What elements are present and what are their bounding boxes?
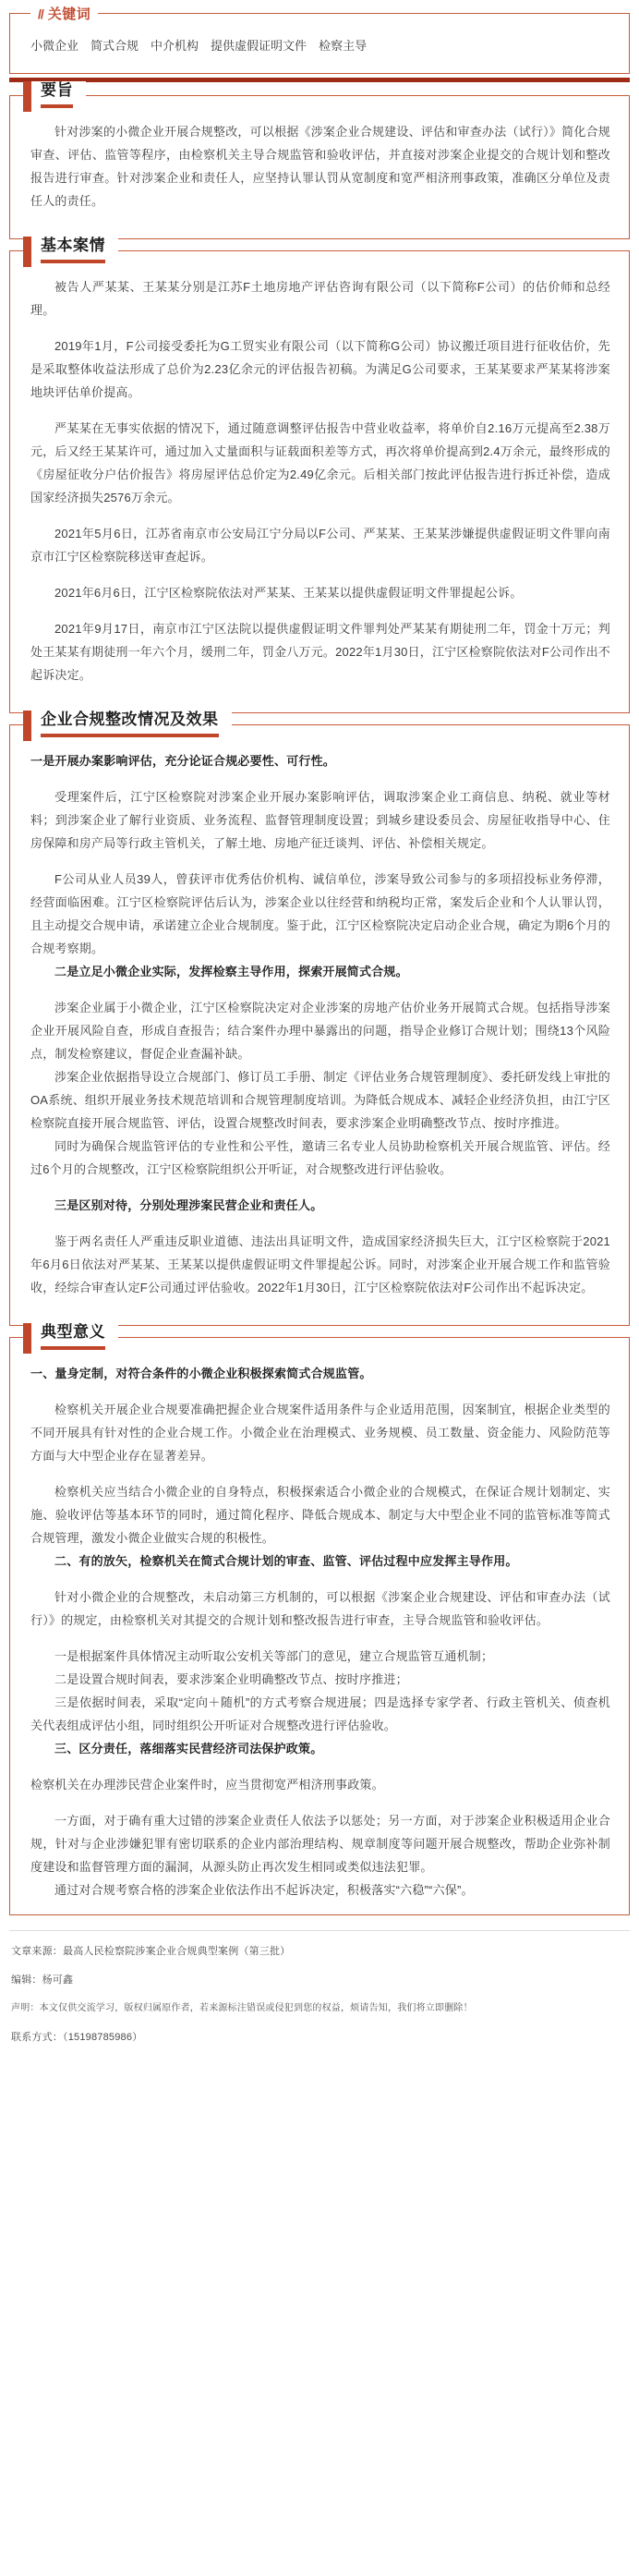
paragraph: 同时为确保合规监管评估的专业性和公平性，邀请三名专业人员协助检察机关开展合规监管、评估。经过6个月的合规整改，江宁区检察院组织公开听证，对合规整改进行评估验收。 <box>30 1139 610 1176</box>
paragraph: 针对小微企业的合规整改，未启动第三方机制的，可以根据《涉案企业合规建设、评估和审查办法（试行）》的规定，由检察机关对其提交的合规计划和整改报告进行审查，主导合规监管和验收评估。 <box>30 1590 610 1627</box>
keywords-card <box>9 6 630 74</box>
keyword-item[interactable]: 检察主导 <box>319 39 368 53</box>
sub-heading: 二是立足小微企业实际，发挥检察主导作用，探索开展简式合规。 <box>54 965 408 978</box>
keyword-item[interactable]: 中介机构 <box>151 39 199 53</box>
section-title-underline <box>41 104 73 108</box>
paragraph: 检察机关开展企业合规要准确把握企业合规案件适用条件与企业适用范围，因案制宜，根据企业类型的不同开展具有针对性的企业合规工作。小微企业在治理模式、业务规模、员工数量、资金能力、风险防范等方面与大中型企业存在显著差异。 <box>30 1403 610 1463</box>
slash-icon: // <box>38 6 43 21</box>
keyword-item[interactable]: 小微企业 <box>30 39 79 53</box>
content-section <box>9 237 630 713</box>
footer-source: 文章来源：最高人民检察院涉案企业合规典型案例（第三批） <box>11 1946 291 1957</box>
paragraph: 被告人严某某、王某某分别是江苏F土地房地产评估咨询有限公司（以下简称F公司）的估价师和总经理。 <box>30 280 610 317</box>
sub-heading: 一是开展办案影响评估，充分论证合规必要性、可行性。 <box>30 754 336 768</box>
paragraph: 2021年6月6日，江宁区检察院依法对严某某、王某某以提供虚假证明文件罪提起公诉。 <box>54 586 523 600</box>
section-title-wrap <box>41 237 111 263</box>
paragraph: 严某某在无事实依据的情况下，通过随意调整评估报告中营业收益率，将单价自2.16万元提高至2.38万元，后又经王某某许可，通过加入丈量面积与证载面积差等方式，再次将单价提高到2.4万余元，最终形成的《房屋征收分户估价报告》将房屋评估总价定为2.49亿余元。后相关部门按此评估报告进行拆迁补偿，造成国家经济损失2576万余元。 <box>30 421 610 504</box>
paragraph: F公司从业人员39人，曾获评市优秀估价机构、诚信单位，涉案导致公司参与的多项招投标业务停滞，经营面临困难。江宁区检察院评估后认为，涉案企业以往经营和纳税均正常，案发后企业和个人认罪认罚，且主动提交合规申请，承诺建立企业合规制度。鉴于此，江宁区检察院决定启动企业合规，确定为期6个月的合规考察期。 <box>30 872 610 955</box>
section-accent-bar <box>23 81 31 112</box>
content-section <box>9 711 630 1326</box>
paragraph: 2021年9月17日，南京市江宁区法院以提供虚假证明文件罪判处严某某有期徒刑二年，罚金十万元；判处王某某有期徒刑一年六个月，缓刑二年，罚金八万元。2022年1月30日，江宁区检察院依法对F公司作出不起诉决定。 <box>30 622 610 682</box>
section-title: 要旨 <box>41 81 73 99</box>
paragraph: 检察机关在办理涉民营企业案件时，应当贯彻宽严相济刑事政策。 <box>30 1778 384 1792</box>
paragraph: 三是依据时间表，采取“定向＋随机”的方式考察合规进展；四是选择专家学者、行政主管机关、侦查机关代表组成评估小组，同时组织公开听证对合规整改进行评估验收。 <box>30 1695 610 1732</box>
sections-container <box>0 81 639 1915</box>
keywords-bottom-rule <box>9 78 630 82</box>
paragraph: 涉案企业依据指导设立合规部门、修订员工手册、制定《评估业务合规管理制度》、委托研发线上审批的OA系统、组织开展业务技术规范培训和合规管理制度培训。为降低合规成本、减轻企业经济负担，由江宁区检察院直接开展合规监管、评估，设置合规整改时间表，要求涉案企业明确整改节点、按时序推进。 <box>30 1070 610 1130</box>
footer-disclaimer: 声明：本文仅供交流学习，版权归属原作者，若来源标注错误或侵犯到您的权益，烦请告知，我们将立即删除！ <box>11 2003 473 2013</box>
footer-editor: 编辑：杨可鑫 <box>11 1975 74 1986</box>
paragraph: 一是根据案件具体情况主动听取公安机关等部门的意见，建立合规监管互通机制； <box>54 1649 494 1663</box>
section-title-underline <box>41 734 219 737</box>
paragraph: 鉴于两名责任人严重违反职业道德、违法出具证明文件，造成国家经济损失巨大，江宁区检察院于2021年6月6日依法对严某某、王某某以提供虚假证明文件罪提起公诉。同时，对涉案企业开展合规工作和监管验收，经综合审查认定F公司通过评估验收。2022年1月30日，江宁区检察院依法对F公司作出不起诉决定。 <box>30 1234 610 1294</box>
paragraph: 通过对合规考察合格的涉案企业依法作出不起诉决定，积极落实“六稳”“六保”。 <box>54 1883 474 1897</box>
sub-heading: 二、有的放矢，检察机关在简式合规计划的审查、监管、评估过程中应发挥主导作用。 <box>54 1554 518 1568</box>
section-title: 典型意义 <box>41 1323 105 1341</box>
sub-heading: 三、区分责任，落细落实民营经济司法保护政策。 <box>54 1742 323 1756</box>
paragraph: 2021年5月6日，江苏省南京市公安局江宁分局以F公司、严某某、王某某涉嫌提供虚假证明文件罪向南京市江宁区检察院移送审查起诉。 <box>30 527 610 564</box>
footer-contact: 联系方式：（15198785986） <box>11 2032 143 2043</box>
keywords-label: 关键词 <box>47 6 91 22</box>
content-section <box>9 81 630 239</box>
section-title-underline <box>41 1346 105 1350</box>
content-section <box>9 1323 630 1915</box>
section-title-wrap <box>41 711 224 737</box>
sub-heading: 三是区别对待，分别处理涉案民营企业和责任人。 <box>54 1198 323 1212</box>
paragraph: 检察机关应当结合小微企业的自身特点，积极探索适合小微企业的合规模式，在保证合规计划制定、实施、验收评估等基本环节的同时，通过简化程序、降低合规成本、制定与大中型企业不同的监管标准等简式合规管理，激发小微企业做实合规的积极性。 <box>30 1485 610 1545</box>
paragraph: 一方面，对于确有重大过错的涉案企业责任人依法予以惩处；另一方面，对于涉案企业积极适用企业合规，针对与企业涉嫌犯罪有密切联系的企业内部治理结构、规章制度等问题开展合规整改，帮助企业弥补制度建设和监督管理方面的漏洞，从源头防止再次发生相同或类似违法犯罪。 <box>30 1814 610 1874</box>
article-footer <box>9 1930 630 2065</box>
section-header <box>23 237 118 267</box>
paragraph: 受理案件后，江宁区检察院对涉案企业开展办案影响评估，调取涉案企业工商信息、纳税、就业等材料；到涉案企业了解行业资质、业务流程、监督管理制度设置；到城乡建设委员会、房屋征收指导中心、住房保障和房产局等行政主管机关，了解土地、房地产征迁谈判、评估、补偿相关规定。 <box>30 790 610 850</box>
section-title-wrap <box>41 81 78 108</box>
section-title: 基本案情 <box>41 237 105 254</box>
sub-heading: 一、量身定制，对符合条件的小微企业积极探索简式合规监管。 <box>30 1367 372 1380</box>
section-title-underline <box>41 260 105 263</box>
keyword-item[interactable]: 提供虚假证明文件 <box>211 39 307 53</box>
section-title-wrap <box>41 1323 111 1350</box>
section-header <box>23 711 232 741</box>
section-header <box>23 1323 118 1354</box>
section-title: 企业合规整改情况及效果 <box>41 711 219 728</box>
paragraph: 2019年1月，F公司接受委托为G工贸实业有限公司（以下简称G公司）协议搬迁项目进行征收估价，先是采取整体收益法形成了总价为2.23亿余元的评估报告初稿。为满足G公司要求，王某某要求严某某将涉案地块评估单价提高。 <box>30 339 610 399</box>
paragraph: 二是设置合规时间表，要求涉案企业明确整改节点、按时序推进； <box>54 1672 408 1686</box>
section-header <box>23 81 86 112</box>
paragraph: 涉案企业属于小微企业，江宁区检察院决定对企业涉案的房地产估价业务开展简式合规。包括指导涉案企业开展风险自查，形成自查报告；结合案件办理中暴露出的问题，指导企业修订合规计划；围绕13个风险点，制发检察建议，督促企业查漏补缺。 <box>30 1001 610 1061</box>
keyword-item[interactable]: 简式合规 <box>90 39 139 53</box>
paragraph: 针对涉案的小微企业开展合规整改，可以根据《涉案企业合规建设、评估和审查办法（试行）》简化合规审查、评估、监管等程序，由检察机关主导合规监管和验收评估，并直接对涉案企业提交的合规计划和整改报告进行审查。针对涉案企业和责任人，应坚持认罪认罚从宽制度和宽严相济刑事政策，准确区分单位及责任人的责任。 <box>30 125 610 208</box>
section-accent-bar <box>23 711 31 741</box>
keyword-list <box>30 36 610 56</box>
document-page <box>0 6 639 2065</box>
section-accent-bar <box>23 1323 31 1354</box>
section-accent-bar <box>23 237 31 267</box>
keywords-header <box>30 4 98 23</box>
